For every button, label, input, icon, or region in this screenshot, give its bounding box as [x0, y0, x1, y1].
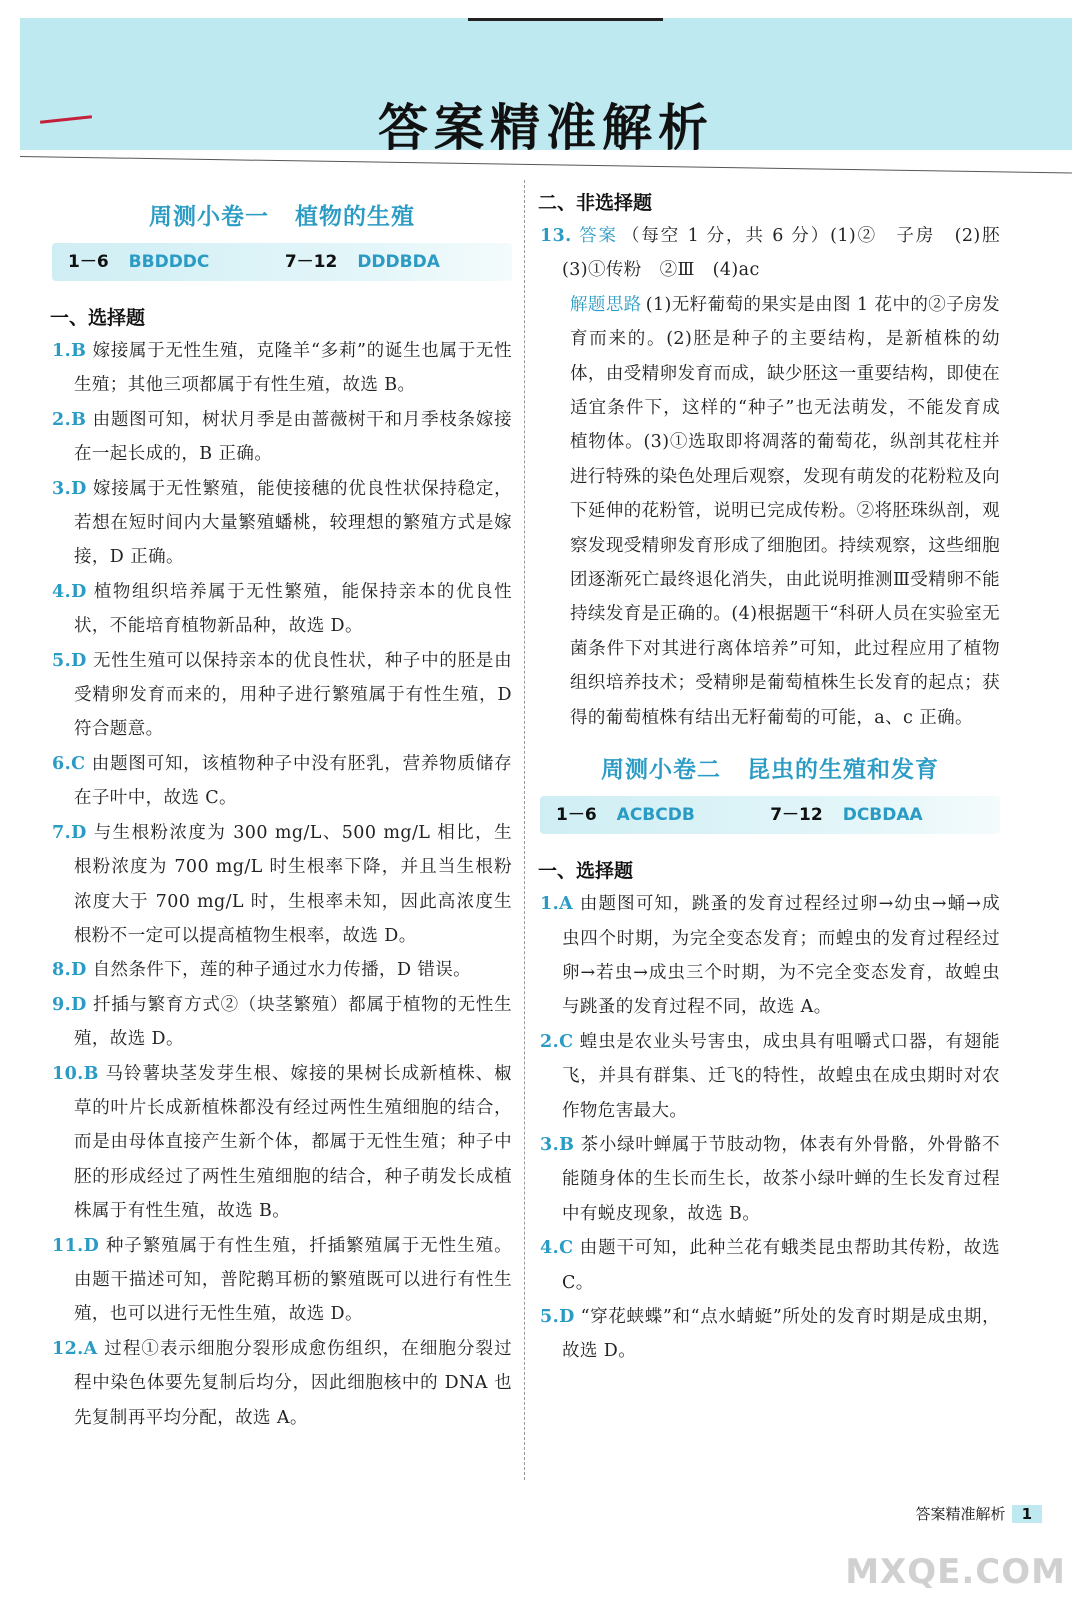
solution-reasoning [540, 288, 1000, 735]
answer-range: 7－12 [770, 805, 823, 826]
item-number: 2.B [52, 409, 87, 430]
item-number: 5.D [52, 650, 87, 671]
item-text: 由题干可知，此种兰花有蛾类昆虫帮助其传粉，故选 C。 [562, 1238, 1000, 1293]
answer-item [540, 1300, 1000, 1369]
page-title: 答案精准解析 [378, 99, 714, 157]
item-number: 4.D [52, 581, 87, 602]
page-number: 1 [1012, 1505, 1042, 1523]
item-text: 种子繁殖属于有性生殖，扦插繁殖属于无性生殖。由题干描述可知，普陀鹅耳枥的繁殖既可以进行有性生殖，也可以进行无性生殖，故选 D。 [74, 1235, 512, 1325]
item-text: 由题图可知，跳蚤的发育过程经过卵→幼虫→蛹→成虫四个时期，为完全变态发育；而蝗虫的发育过程经过卵→若虫→成虫三个时期，为不完全变态发育，故蝗虫与跳蚤的发育过程不同，故选 A。 [562, 894, 1000, 1018]
answer-item [540, 1231, 1000, 1300]
answer-item [52, 988, 512, 1057]
item-number: 1.B [52, 341, 87, 361]
section-title-1-part-b: 植物的生殖 [295, 203, 415, 230]
answer-range: 1－6 [68, 252, 109, 272]
item-text: “穿花蛱蝶”和“点水蜻蜓”所处的发育时期是成虫期，故选 D。 [562, 1306, 1000, 1362]
answer-item [540, 1128, 1000, 1231]
answer-values: ACBCDB [616, 805, 695, 826]
item-number: 2.C [540, 1031, 574, 1052]
answer-item [540, 1025, 1000, 1128]
answer-item [52, 1057, 512, 1229]
section-title-1-part-a: 周测小卷一 [149, 203, 269, 230]
item-text: 嫁接属于无性生殖，克隆羊“多莉”的诞生也属于无性生殖；其他三项都属于有性生殖，故选 B。 [74, 341, 512, 396]
watermark: MXQE.COM [845, 1552, 1066, 1592]
answer-item [52, 1332, 512, 1435]
item-number: 13. [540, 226, 572, 246]
answer-range: 7－12 [284, 252, 338, 272]
left-column [52, 198, 512, 1435]
item-number: 3.B [540, 1134, 575, 1155]
item-number: 4.C [540, 1238, 574, 1259]
page-footer [916, 1503, 1042, 1524]
answer-item [52, 334, 512, 403]
item-number: 3.D [52, 478, 87, 499]
banner-top-line [468, 18, 663, 21]
item-text: 由题图可知，树状月季是由蔷薇树干和月季枝条嫁接在一起长成的，B 正确。 [74, 409, 512, 465]
item-text: 与生根粉浓度为 300 mg/L、500 mg/L 相比，生根粉浓度为 700 mg/L 时生根率下降，并且当生根粉浓度大于 700 mg/L 时，生根率未知，因此高浓度生根粉不一定可以提高植物生根率，故选 D。 [74, 822, 512, 946]
answer-item [52, 472, 512, 575]
right-column [538, 188, 1018, 1369]
header-banner [20, 18, 1072, 157]
item-number: 1.A [540, 894, 574, 915]
section-title-2 [540, 751, 1000, 784]
item-number: 11.D [52, 1235, 100, 1256]
item-number: 9.D [52, 994, 87, 1015]
item-text: 茶小绿叶蝉属于节肢动物，体表有外骨骼，外骨骼不能随身体的生长而生长，故茶小绿叶蝉的生长发育过程中有蜕皮现象，故选 B。 [562, 1134, 1000, 1224]
answer-key-bar-1 [52, 243, 512, 281]
answer-item [52, 747, 512, 816]
answer-values: DDDBDA [357, 252, 440, 272]
item-text: 嫁接属于无性繁殖，能使接穗的优良性状保持稳定，若想在短时间内大量繁殖蟠桃，较理想的繁殖方式是嫁接，D 正确。 [74, 478, 512, 568]
item-text: 扦插与繁育方式②（块茎繁殖）都属于植物的无性生殖，故选 D。 [74, 994, 512, 1050]
item-number: 5.D [540, 1306, 575, 1327]
answer-item [52, 1229, 512, 1332]
item-number: 8.D [52, 960, 87, 981]
item-text: 由题图可知，该植物种子中没有胚乳，营养物质储存在子叶中，故选 C。 [74, 753, 512, 809]
item-text: 过程①表示细胞分裂形成愈伤组织，在细胞分裂过程中染色体要先复制后均分，因此细胞核中的 DNA 也先复制再平均分配，故选 A。 [74, 1338, 512, 1428]
reasoning-text: (1)无籽葡萄的果实是由图 1 花中的②子房发育而来的。(2)胚是种子的主要结构，是新植株的幼体，由受精卵发育而成，缺少胚这一重要结构，即使在适宜条件下，这样的“种子”也无法萌发，不能发育成植物体。(3)①选取即将凋落的葡萄花，纵剖其花柱并进行特殊的染色处理后观察，发现有萌发的花粉粒及向下延伸的花粉管，说明已完成传粉。②将胚珠纵剖，观察发现受精卵发育形成了细胞团。持续观察，这些细胞团逐渐死亡最终退化消失，由此说明推测Ⅲ受精卵不能持续发育是正确的。(4)根据题干“科研人员在实验室无菌条件下对其进行离体培养”可知，此过程应用了植物组织培养技术；受精卵是葡萄植株生长发育的起点；获得的葡萄植株有结出无籽葡萄的可能，a、c 正确。 [570, 294, 1000, 728]
answer-values: BBDDDC [128, 252, 210, 272]
heading-choice-questions: 一、选择题 [538, 860, 634, 883]
answer-item [52, 816, 512, 954]
answer-item [52, 403, 512, 472]
section-title-1 [52, 198, 512, 231]
item-number: 12.A [52, 1338, 98, 1359]
item-text: 蝗虫是农业头号害虫，成虫具有咀嚼式口器，有翅能飞，并具有群集、迁飞的特性，故蝗虫在成虫期时对农作物危害最大。 [562, 1031, 1000, 1121]
answer-item [52, 575, 512, 644]
section-title-2-part-a: 周测小卷二 [601, 756, 721, 784]
answer-item-13 [540, 219, 1018, 288]
answer-item [52, 644, 512, 747]
answer-item [52, 953, 512, 987]
heading-nonchoice-questions: 二、非选择题 [538, 192, 653, 214]
answer-values: DCBDAA [842, 805, 923, 826]
column-divider [524, 180, 525, 1480]
item-text: （每空 1 分，共 6 分）(1)② 子房 (2)胚 (3)①传粉 ②Ⅲ (4)ac [562, 226, 1018, 281]
answer-item [540, 887, 1000, 1025]
answer-tag: 答案 [577, 226, 618, 246]
item-number: 6.C [52, 753, 86, 774]
item-number: 7.D [52, 822, 87, 843]
answer-key-bar-2 [540, 796, 1000, 834]
item-text: 无性生殖可以保持亲本的优良性状，种子中的胚是由受精卵发育而来的，用种子进行繁殖属于有性生殖，D 符合题意。 [74, 650, 512, 740]
item-text: 马铃薯块茎发芽生根、嫁接的果树长成新植株、椒草的叶片长成新植株都没有经过两性生殖细胞的结合，而是由母体直接产生新个体，都属于无性生殖；种子中胚的形成经过了两性生殖细胞的结合，种子萌发长成植株属于有性生殖，故选 B。 [74, 1063, 512, 1222]
heading-choice-questions: 一、选择题 [50, 307, 146, 329]
section-title-2-part-b: 昆虫的生殖和发育 [747, 756, 939, 784]
reasoning-tag: 解题思路 [570, 294, 642, 315]
item-number: 10.B [52, 1063, 99, 1084]
item-text: 自然条件下，莲的种子通过水力传播，D 错误。 [92, 960, 472, 981]
answer-range: 1－6 [556, 805, 597, 826]
footer-label: 答案精准解析 [915, 1505, 1006, 1523]
item-text: 植物组织培养属于无性繁殖，能保持亲本的优良性状，不能培育植物新品种，故选 D。 [74, 581, 512, 637]
